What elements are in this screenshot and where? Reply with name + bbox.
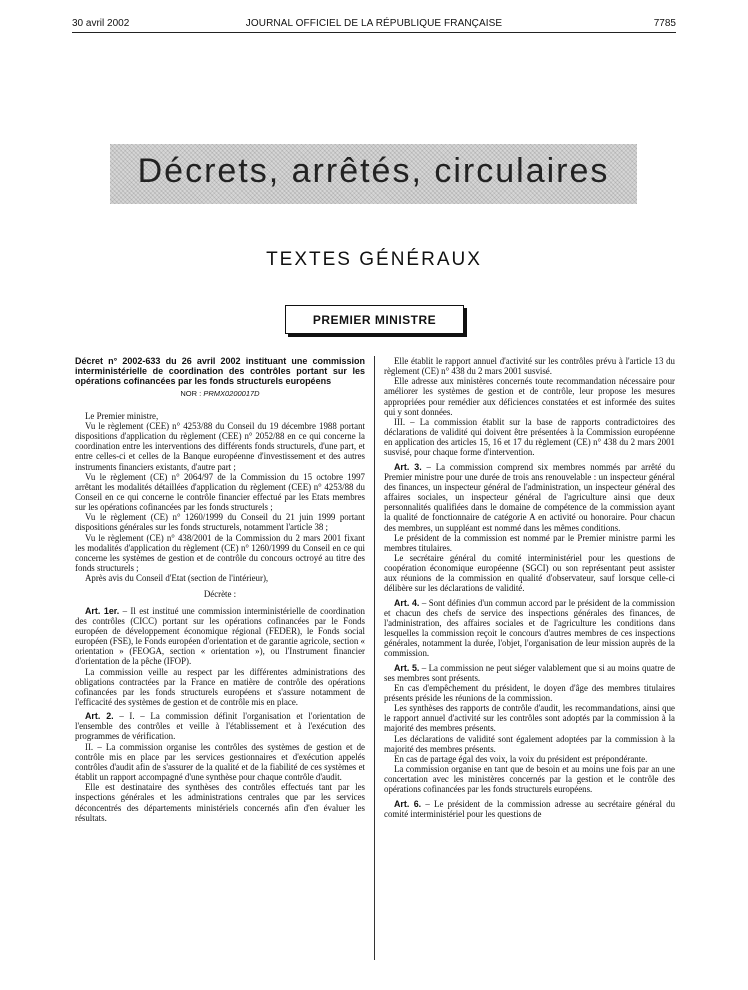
- paragraph: Vu le règlement (CE) n° 1260/1999 du Conseil du 21 juin 1999 portant dispositions générales sur les fonds structurels, notamment l'article 38 ;: [75, 512, 365, 533]
- article-paragraph: [384, 663, 675, 683]
- article-label: Art. 1er.: [85, 605, 120, 616]
- article-label: Art. 2.: [85, 711, 114, 722]
- paragraph: Après avis du Conseil d'Etat (section de l'intérieur),: [85, 573, 269, 584]
- ministry-box: [285, 305, 464, 334]
- paragraph: La commission organise en tant que de besoin et au moins une fois par an une concertation avec les ministères concernés par la gestion et le contrôle des opérations cofinancées par les fonds structurels européens.: [384, 764, 675, 795]
- article-text: – La commission ne peut siéger valablement que si au moins quatre de ses membres sont présents.: [384, 662, 676, 683]
- paragraph: Elle adresse aux ministères concernés toute recommandation nécessaire pour améliorer les systèmes de gestion et de contrôle, leur propose les mesures appropriées pour remédier aux déficiences constatées et est informée des suites qui y sont données.: [384, 376, 675, 417]
- nor-reference: [75, 389, 365, 399]
- paragraph: En cas de partage égal des voix, la voix du président est prépondérante.: [394, 753, 648, 764]
- section-title: TEXTES GÉNÉRAUX: [266, 249, 482, 270]
- article-text: – Le président de la commission adresse au secrétaire général du comité interministériel pour les questions de: [384, 798, 676, 819]
- paragraph: Le président de la commission est nommé par le Premier ministre parmi les membres titulaires.: [384, 532, 675, 553]
- journal-title: JOURNAL OFFICIEL DE LA RÉPUBLIQUE FRANÇAISE: [245, 18, 503, 29]
- paragraph: Les synthèses des rapports de contrôle d'audit, les recommandations, ainsi que le rapport annuel d'activité sur les contrôles sont adoptés par la commission à la majorité des membres présents.: [384, 703, 675, 734]
- left-column: [75, 356, 365, 823]
- article-text: – I. – La commission définit l'organisation et l'orientation de l'ensemble des contrôles et veille à l'établissement et à l'exécution des programmes de vérification.: [75, 711, 366, 742]
- banner: [110, 144, 637, 204]
- article-text: – Sont définies d'un commun accord par le président de la commission et chacun des chefs de service des inspections générales des finances, de l'administration, des affaires sociales et de l'agriculture les conditions dans lesquelles la commission reçoit le concours d'autres membres de ces inspections générales, notamment la durée, l'objet, l'organisation de leur mission auprès de la commission.: [384, 597, 675, 659]
- paragraph: Le Premier ministre,: [85, 410, 159, 421]
- decree-title: Décret n° 2002-633 du 26 avril 2002 instituant une commission interministérielle de coordination des contrôles portant sur les opérations cofinancées par les fonds structurels européens: [75, 356, 365, 387]
- paragraph: Les déclarations de validité sont également adoptées par la commission à la majorité des membres présents.: [384, 733, 675, 754]
- article-paragraph: [384, 799, 675, 819]
- paragraph: Vu le règlement (CE) n° 2064/97 de la Commission du 15 octobre 1997 arrêtant les modalités détaillées d'application du règlement (CEE) n° 4253/88 du Conseil en ce qui concerne le contrôle financier effectué par les Etats membres sur les opérations cofinancées par les fonds structurels ;: [75, 471, 365, 513]
- paragraph: III. – La commission établit sur la base de rapports contradictoires des déclarations de validité qui doivent être présentées à la Commission européenne en application des articles 15, 16 et 17 du règlement (CE) n° 438 du 2 mars 2001 susvisé, pour chaque forme d'intervention.: [384, 416, 675, 458]
- paragraph: Elle est destinataire des synthèses des contrôles effectués tant par les inspections générales et les administrations centrales que par les services déconcentrés des départements ministériels concernés afin d'en évaluer les résultats.: [75, 782, 365, 823]
- article-text: – Il est institué une commission interministérielle de coordination des contrôles (CICC) portant sur les opérations cofinancées par le Fonds européen de développement économique régional (FEDER), le Fonds social européen (FSE), le Fonds européen d'orientation et de garantie agricole, section « orientation » (FEOGA, section « orientation »), ou l'Instrument financier d'orientation de la pêche (IFOP).: [75, 605, 365, 667]
- article-label: Art. 3.: [394, 461, 422, 472]
- article-text: – La commission comprend six membres nommés par arrêté du Premier ministre pour une durée de trois ans renouvelable : un inspecteur général des finances, un inspecteur général de l'administration, un inspecteur général des affaires sociales, un inspecteur général de l'agriculture ainsi que deux personnalités qualifiées dans le domaine de compétence de la commission ayant la qualité de fonctionnaire de catégorie A en activité ou honoraire. Pour chacun des membres, un suppléant est nommé dans les mêmes conditions.: [384, 461, 676, 533]
- paragraph: Le secrétaire général du comité interministériel pour les questions de coopération économique européenne (SGCI) ou son représentant peut assister aux réunions de la commission en qualité d'observateur, sauf lorsque celle-ci délibère sur les déclarations de validité.: [384, 552, 675, 594]
- decrete-heading: Décrète :: [203, 589, 237, 600]
- right-column: [384, 356, 675, 819]
- ministry-label: PREMIER MINISTRE: [312, 312, 437, 327]
- paragraph: Elle établit le rapport annuel d'activité sur les contrôles prévu à l'article 13 du règlement (CE) n° 438 du 2 mars 2001 susvisé.: [384, 356, 675, 377]
- nor-label: NOR :: [180, 388, 202, 398]
- article-label: Art. 6.: [394, 798, 422, 809]
- article-paragraph: [384, 462, 675, 533]
- article-paragraph: [75, 711, 365, 741]
- article-paragraph: [75, 606, 365, 667]
- column-divider: [374, 356, 375, 960]
- paragraph: II. – La commission organise les contrôles des systèmes de gestion et de contrôle mis en place par les services gestionnaires et d'exécution appelés contrôles d'audit afin de s'assurer de la qualité et de la fiabilité de ces systèmes et établit un rapport accompagné d'une synthèse pour chaque contrôle d'audit.: [75, 741, 365, 783]
- banner-title: Décrets, arrêtés, circulaires: [137, 152, 610, 190]
- paragraph: Vu le règlement (CEE) n° 4253/88 du Conseil du 19 décembre 1988 portant dispositions d'application du règlement (CEE) n° 2052/88 en ce qui concerne la coordination entre les interventions des différents fonds structurels, d'une part, et entre celles-ci et celles de la Banque européenne d'investissement et des autres instruments financiers existants, d'autre part ;: [75, 420, 365, 472]
- article-label: Art. 4.: [394, 597, 420, 608]
- nor-value: PRMX0200017D: [203, 388, 260, 398]
- paragraph: En cas d'empêchement du président, le doyen d'âge des membres titulaires présents préside les réunions de la commission.: [384, 682, 675, 703]
- article-label: Art. 5.: [394, 662, 420, 673]
- paragraph: La commission veille au respect par les différentes administrations des obligations contractées par la France en matière de contrôle des opérations cofinancées par les fonds structurels européens et s'assure notamment de l'efficacité des systèmes de gestion et de contrôle mis en place.: [75, 666, 365, 707]
- issue-date: 30 avril 2002: [72, 18, 130, 29]
- paragraph: Vu le règlement (CE) n° 438/2001 de la Commission du 2 mars 2001 fixant les modalités d'application du règlement (CE) n° 1260/1999 du Conseil en ce qui concerne les systèmes de gestion et de contrôle du concours octroyé au titre des fonds structurels ;: [75, 532, 365, 574]
- article-paragraph: [384, 598, 675, 659]
- page-number: 7785: [653, 18, 676, 29]
- page-header: [72, 18, 676, 33]
